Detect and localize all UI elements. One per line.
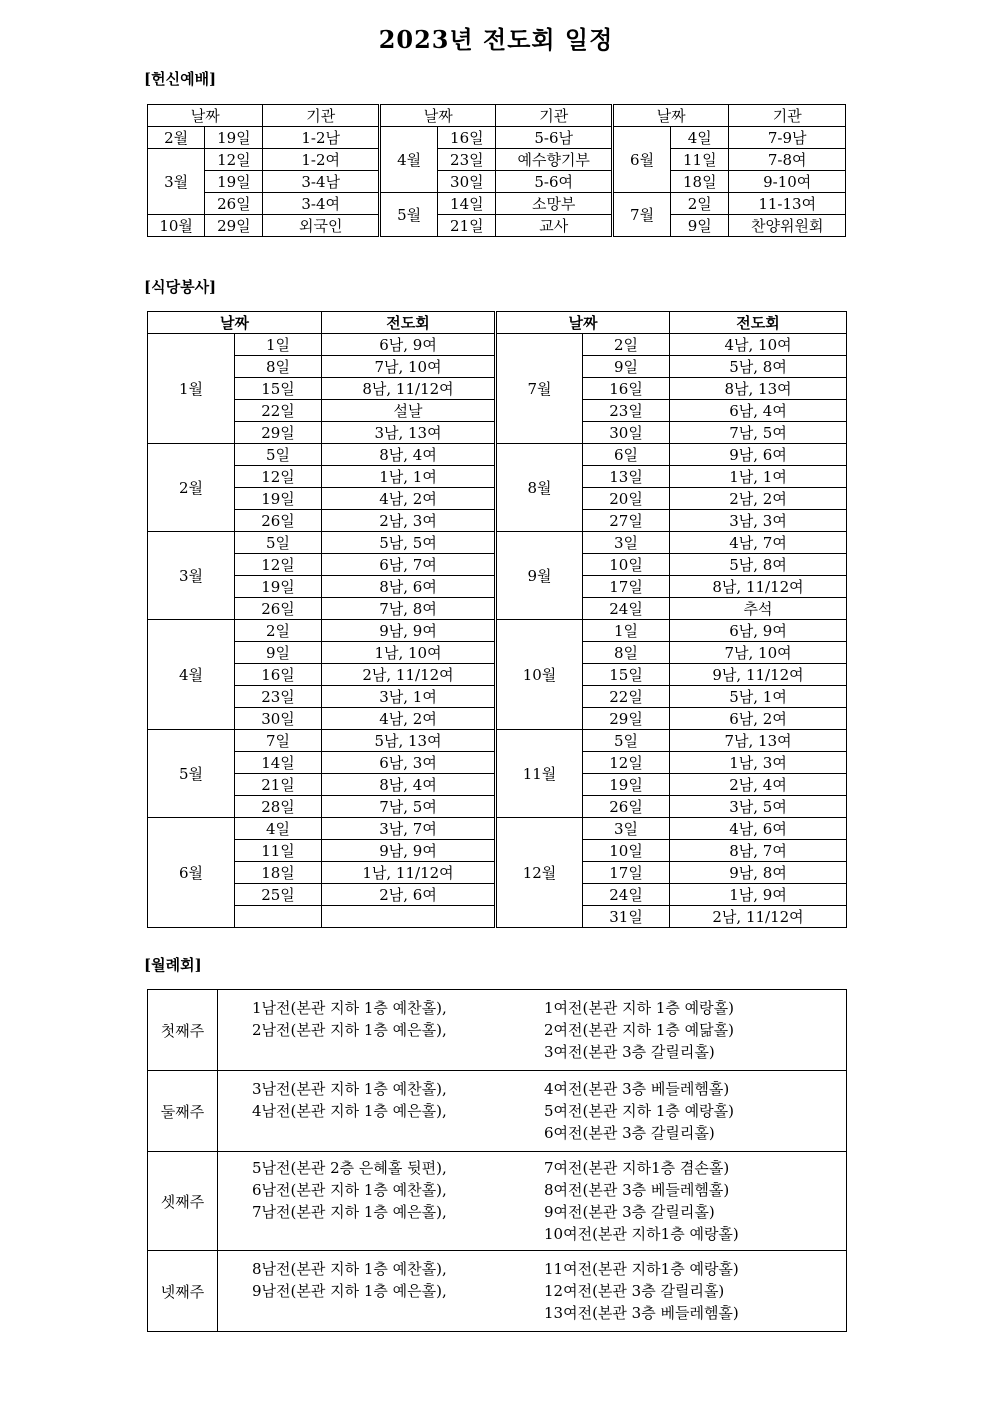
section-heading-hunsin: [헌신예배] [144, 70, 217, 88]
month-cell: 6월 [612, 127, 670, 193]
assignment-cell: 4남, 6여 [670, 818, 847, 840]
day-cell: 19일 [205, 171, 263, 193]
day-cell: 11일 [235, 840, 322, 862]
day-cell: 23일 [235, 686, 322, 708]
assignment-cell: 7남, 10여 [322, 356, 496, 378]
month-cell: 12월 [496, 818, 583, 928]
assignment-cell: 4남, 7여 [670, 532, 847, 554]
meeting-places-cell [218, 1071, 847, 1152]
assignment-cell: 3남, 3여 [670, 510, 847, 532]
day-cell: 18일 [235, 862, 322, 884]
assignment-cell: 6남, 9여 [322, 334, 496, 356]
header-cell: 날짜 [496, 312, 670, 334]
day-cell: 10일 [583, 554, 670, 576]
assignment-cell: 6남, 2여 [670, 708, 847, 730]
table-row [148, 149, 846, 171]
header-cell: 날짜 [148, 312, 322, 334]
day-cell: 2일 [235, 620, 322, 642]
assignment-cell: 5남, 1여 [670, 686, 847, 708]
table-row [148, 990, 847, 1071]
assignment-cell: 5남, 8여 [670, 356, 847, 378]
day-cell: 31일 [583, 906, 670, 928]
day-cell: 22일 [583, 686, 670, 708]
assignment-cell: 8남, 4여 [322, 444, 496, 466]
day-cell: 7일 [235, 730, 322, 752]
male-group-place: 1남전(본관 지하 1층 예찬홀), [252, 999, 447, 1017]
female-group-place: 3여전(본관 3층 갈릴리홀) [544, 1043, 715, 1061]
org-cell: 교사 [496, 215, 612, 237]
female-group-place: 4여전(본관 3층 베들레헴홀) [544, 1080, 730, 1098]
org-cell: 5-6여 [496, 171, 612, 193]
org-cell: 7-8여 [729, 149, 846, 171]
male-group-place: 3남전(본관 지하 1층 예찬홀), [252, 1080, 447, 1098]
day-cell: 9일 [235, 642, 322, 664]
assignment-cell: 9남, 8여 [670, 862, 847, 884]
week-cell: 넷째주 [148, 1251, 218, 1332]
month-cell: 2월 [148, 444, 235, 532]
day-cell: 2일 [671, 193, 729, 215]
day-cell: 12일 [235, 554, 322, 576]
male-group-place: 4남전(본관 지하 1층 예은홀), [252, 1102, 447, 1120]
day-cell: 3일 [583, 818, 670, 840]
day-cell: 26일 [235, 510, 322, 532]
table-row [148, 818, 847, 840]
day-cell: 9일 [583, 356, 670, 378]
table-row [148, 334, 847, 356]
month-cell: 10월 [496, 620, 583, 730]
day-cell: 19일 [205, 127, 263, 149]
assignment-cell: 7남, 10여 [670, 642, 847, 664]
assignment-cell: 8남, 7여 [670, 840, 847, 862]
day-cell: 23일 [438, 149, 496, 171]
assignment-cell: 1남, 3여 [670, 752, 847, 774]
assignment-cell: 1남, 10여 [322, 642, 496, 664]
day-cell: 20일 [583, 488, 670, 510]
male-group-place: 2남전(본관 지하 1층 예은홀), [252, 1021, 447, 1039]
day-cell: 30일 [438, 171, 496, 193]
assignment-cell: 6남, 3여 [322, 752, 496, 774]
table-row [148, 127, 846, 149]
female-group-place: 11여전(본관 지하1층 예랑홀) [544, 1260, 739, 1278]
table-row [148, 193, 846, 215]
org-cell: 11-13여 [729, 193, 846, 215]
day-cell: 12일 [205, 149, 263, 171]
assignment-cell: 2남, 3여 [322, 510, 496, 532]
org-cell: 3-4남 [263, 171, 379, 193]
section-heading-wollye: [월례회] [144, 956, 202, 974]
day-cell: 22일 [235, 400, 322, 422]
table-row [148, 444, 847, 466]
org-cell: 3-4여 [263, 193, 379, 215]
assignment-cell: 5남, 5여 [322, 532, 496, 554]
org-cell: 외국인 [263, 215, 379, 237]
day-cell: 30일 [235, 708, 322, 730]
day-cell: 29일 [205, 215, 263, 237]
day-cell: 27일 [583, 510, 670, 532]
month-cell: 9월 [496, 532, 583, 620]
day-cell: 21일 [438, 215, 496, 237]
assignment-cell: 6남, 4여 [670, 400, 847, 422]
day-cell: 5일 [235, 532, 322, 554]
male-group-place: 8남전(본관 지하 1층 예찬홀), [252, 1260, 447, 1278]
day-cell: 26일 [583, 796, 670, 818]
table-header-row [148, 312, 847, 334]
header-cell: 전도회 [670, 312, 847, 334]
table-header-row [148, 105, 846, 127]
org-cell: 1-2남 [263, 127, 379, 149]
day-cell: 26일 [205, 193, 263, 215]
assignment-cell: 8남, 11/12여 [670, 576, 847, 598]
day-cell: 2일 [583, 334, 670, 356]
day-cell: 1일 [235, 334, 322, 356]
day-cell: 23일 [583, 400, 670, 422]
week-cell: 첫째주 [148, 990, 218, 1071]
month-cell: 6월 [148, 818, 235, 928]
assignment-cell: 8남, 6여 [322, 576, 496, 598]
assignment-cell: 7남, 8여 [322, 598, 496, 620]
day-cell: 17일 [583, 576, 670, 598]
org-cell: 9-10여 [729, 171, 846, 193]
month-cell: 2월 [148, 127, 205, 149]
org-cell: 예수향기부 [496, 149, 612, 171]
day-cell: 8일 [235, 356, 322, 378]
day-cell: 29일 [583, 708, 670, 730]
day-cell: 12일 [235, 466, 322, 488]
assignment-cell: 2남, 11/12여 [670, 906, 847, 928]
org-cell: 1-2여 [263, 149, 379, 171]
day-cell: 26일 [235, 598, 322, 620]
day-cell: 18일 [671, 171, 729, 193]
week-cell: 셋째주 [148, 1152, 218, 1251]
assignment-cell: 6남, 7여 [322, 554, 496, 576]
header-cell: 기관 [729, 105, 846, 127]
assignment-cell [322, 906, 496, 928]
day-cell: 15일 [235, 378, 322, 400]
week-cell: 둘째주 [148, 1071, 218, 1152]
assignment-cell: 9남, 11/12여 [670, 664, 847, 686]
assignment-cell: 2남, 11/12여 [322, 664, 496, 686]
assignment-cell: 6남, 9여 [670, 620, 847, 642]
day-cell: 24일 [583, 598, 670, 620]
assignment-cell: 1남, 9여 [670, 884, 847, 906]
month-cell: 11월 [496, 730, 583, 818]
assignment-cell: 8남, 11/12여 [322, 378, 496, 400]
day-cell: 13일 [583, 466, 670, 488]
assignment-cell: 3남, 1여 [322, 686, 496, 708]
day-cell: 1일 [583, 620, 670, 642]
table-row [148, 620, 847, 642]
day-cell: 12일 [583, 752, 670, 774]
assignment-cell: 9남, 6여 [670, 444, 847, 466]
day-cell: 4일 [671, 127, 729, 149]
assignment-cell: 9남, 9여 [322, 840, 496, 862]
sikdang-table [147, 311, 847, 928]
assignment-cell: 7남, 13여 [670, 730, 847, 752]
day-cell: 5일 [583, 730, 670, 752]
day-cell: 5일 [235, 444, 322, 466]
org-cell: 소망부 [496, 193, 612, 215]
month-cell: 5월 [148, 730, 235, 818]
month-cell: 3월 [148, 532, 235, 620]
assignment-cell: 8남, 13여 [670, 378, 847, 400]
wollye-table [147, 989, 847, 1332]
table-row [148, 532, 847, 554]
page-title: 2023년 전도회 일정 [378, 25, 614, 54]
meeting-places-cell [218, 1251, 847, 1332]
assignment-cell: 3남, 7여 [322, 818, 496, 840]
meeting-places-cell [218, 1152, 847, 1251]
section-heading-sikdang: [식당봉사] [144, 278, 217, 296]
female-group-place: 1여전(본관 지하 1층 예랑홀) [544, 999, 734, 1017]
day-cell: 15일 [583, 664, 670, 686]
day-cell: 8일 [583, 642, 670, 664]
table-row [148, 730, 847, 752]
female-group-place: 10여전(본관 지하1층 예랑홀) [544, 1225, 739, 1243]
female-group-place: 8여전(본관 3층 베들레헴홀) [544, 1181, 730, 1199]
female-group-place: 6여전(본관 3층 갈릴리홀) [544, 1124, 715, 1142]
male-group-place: 6남전(본관 지하 1층 예찬홀), [252, 1181, 447, 1199]
month-cell: 4월 [148, 620, 235, 730]
day-cell: 9일 [671, 215, 729, 237]
month-cell: 7월 [496, 334, 583, 444]
header-cell: 날짜 [612, 105, 728, 127]
day-cell: 17일 [583, 862, 670, 884]
assignment-cell: 4남, 2여 [322, 708, 496, 730]
assignment-cell: 1남, 1여 [670, 466, 847, 488]
day-cell: 30일 [583, 422, 670, 444]
female-group-place: 13여전(본관 3층 베들레헴홀) [544, 1304, 739, 1322]
assignment-cell: 5남, 8여 [670, 554, 847, 576]
day-cell: 29일 [235, 422, 322, 444]
male-group-place: 5남전(본관 2층 은혜홀 뒷편), [252, 1159, 447, 1177]
table-row [148, 1251, 847, 1332]
female-group-place: 2여전(본관 지하 1층 예닮홀) [544, 1021, 734, 1039]
day-cell: 3일 [583, 532, 670, 554]
assignment-cell: 8남, 4여 [322, 774, 496, 796]
day-cell: 19일 [235, 488, 322, 510]
month-cell: 5월 [379, 193, 437, 237]
day-cell: 28일 [235, 796, 322, 818]
day-cell: 25일 [235, 884, 322, 906]
hunsin-table [147, 104, 846, 237]
day-cell: 6일 [583, 444, 670, 466]
table-row [148, 1071, 847, 1152]
table-row [148, 1152, 847, 1251]
month-cell: 4월 [379, 127, 437, 193]
assignment-cell: 1남, 11/12여 [322, 862, 496, 884]
org-cell: 찬양위원회 [729, 215, 846, 237]
header-cell: 날짜 [379, 105, 495, 127]
assignment-cell: 3남, 13여 [322, 422, 496, 444]
day-cell: 10일 [583, 840, 670, 862]
table-row [148, 171, 846, 193]
assignment-cell: 4남, 10여 [670, 334, 847, 356]
assignment-cell: 9남, 9여 [322, 620, 496, 642]
female-group-place: 5여전(본관 지하 1층 예랑홀) [544, 1102, 734, 1120]
female-group-place: 7여전(본관 지하1층 겸손홀) [544, 1159, 730, 1177]
day-cell: 24일 [583, 884, 670, 906]
table-row [148, 215, 846, 237]
month-cell: 10월 [148, 215, 205, 237]
month-cell: 7월 [612, 193, 670, 237]
assignment-cell: 3남, 5여 [670, 796, 847, 818]
assignment-cell: 4남, 2여 [322, 488, 496, 510]
header-cell: 기관 [496, 105, 612, 127]
day-cell: 16일 [583, 378, 670, 400]
month-cell: 3월 [148, 149, 205, 215]
day-cell [235, 906, 322, 928]
assignment-cell: 7남, 5여 [670, 422, 847, 444]
day-cell: 14일 [438, 193, 496, 215]
header-cell: 전도회 [322, 312, 496, 334]
org-cell: 5-6남 [496, 127, 612, 149]
assignment-cell: 1남, 1여 [322, 466, 496, 488]
day-cell: 19일 [235, 576, 322, 598]
header-cell: 기관 [263, 105, 379, 127]
assignment-cell: 추석 [670, 598, 847, 620]
assignment-cell: 5남, 13여 [322, 730, 496, 752]
day-cell: 4일 [235, 818, 322, 840]
meeting-places-cell [218, 990, 847, 1071]
assignment-cell: 2남, 2여 [670, 488, 847, 510]
day-cell: 11일 [671, 149, 729, 171]
org-cell: 7-9남 [729, 127, 846, 149]
month-cell: 8월 [496, 444, 583, 532]
month-cell: 1월 [148, 334, 235, 444]
day-cell: 19일 [583, 774, 670, 796]
male-group-place: 7남전(본관 지하 1층 예은홀), [252, 1203, 447, 1221]
assignment-cell: 설날 [322, 400, 496, 422]
assignment-cell: 2남, 6여 [322, 884, 496, 906]
assignment-cell: 7남, 5여 [322, 796, 496, 818]
day-cell: 21일 [235, 774, 322, 796]
header-cell: 날짜 [148, 105, 263, 127]
assignment-cell: 2남, 4여 [670, 774, 847, 796]
day-cell: 14일 [235, 752, 322, 774]
female-group-place: 9여전(본관 3층 갈릴리홀) [544, 1203, 715, 1221]
male-group-place: 9남전(본관 지하 1층 예은홀), [252, 1282, 447, 1300]
female-group-place: 12여전(본관 3층 갈릴리홀) [544, 1282, 725, 1300]
day-cell: 16일 [438, 127, 496, 149]
day-cell: 16일 [235, 664, 322, 686]
